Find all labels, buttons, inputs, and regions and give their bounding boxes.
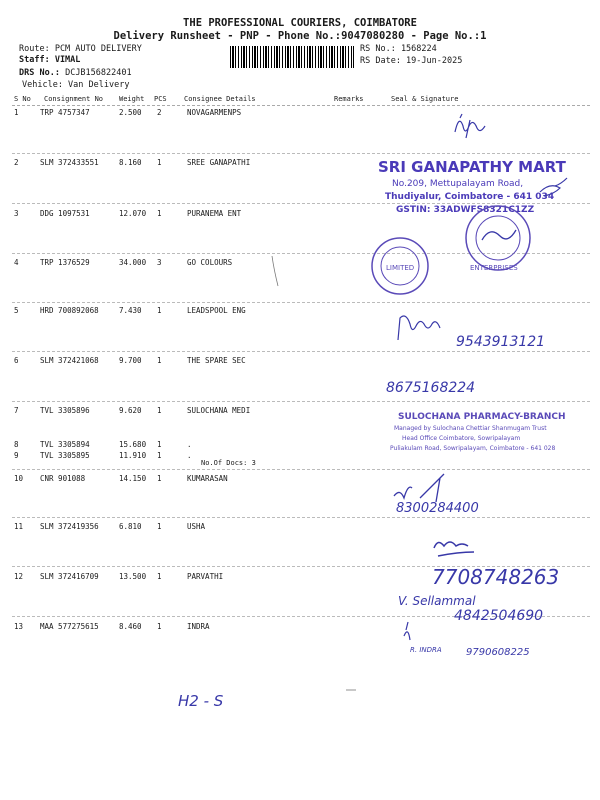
cell-consignee: SREE GANAPATHI [187, 158, 251, 167]
cell-consignee: PURANEMA ENT [187, 209, 242, 218]
cell-consignment: MAA 577275615 [40, 622, 99, 631]
cell-pcs: 1 [157, 209, 162, 218]
drs-value: DCJB156822401 [65, 68, 132, 78]
mart-stamp-addr1: No.209, Mettupalayam Road, [392, 179, 524, 189]
cell-pcs: 1 [157, 522, 162, 531]
company-title: THE PROFESSIONAL COURIERS, COIMBATORE [183, 17, 417, 29]
cell-consignment: SLM 372433551 [40, 158, 99, 167]
cell-sno: 11 [14, 522, 24, 531]
cell-consignee: USHA [187, 522, 206, 531]
cell-sno: 3 [14, 209, 19, 218]
cell-consignee: NOVAGARMENPS [187, 108, 242, 117]
staff-label: Staff: VIMAL [19, 55, 81, 65]
cell-consignee: . [187, 440, 192, 449]
cell-weight: 34.000 [119, 258, 147, 267]
col-consignment: Consignment No [44, 95, 104, 103]
cell-consignment: DDG 1097531 [40, 209, 90, 218]
cell-consignment: SLM 372419356 [40, 522, 99, 531]
pharmacy-stamp-name: SULOCHANA PHARMACY-BRANCH [398, 412, 566, 422]
cell-sno: 7 [14, 406, 19, 415]
pharmacy-stamp-line4: Puliakulam Road, Sowripalayam, Coimbatore - 641 028 [390, 445, 556, 452]
cell-consignment: TVL 3305895 [40, 451, 90, 460]
col-pcs: PCS [154, 95, 167, 103]
cell-pcs: 1 [157, 306, 162, 315]
cell-pcs: 1 [157, 622, 162, 631]
cell-weight: 2.500 [119, 108, 142, 117]
pharmacy-stamp-line3: Head Office Coimbatore, Sowripalayam [402, 435, 521, 442]
cell-sno: 8 [14, 440, 19, 449]
cell-consignee: THE SPARE SEC [187, 356, 246, 365]
cell-weight: 8.460 [119, 622, 142, 631]
cell-consignee: KUMARASAN [187, 474, 228, 483]
handwritten-phone-row12: 7708748263 [432, 565, 560, 589]
cell-consignee: PARVATHI [187, 572, 224, 581]
cell-consignee: GO COLOURS [187, 258, 233, 267]
cell-weight: 7.430 [119, 306, 142, 315]
cell-consignment: HRD 700892068 [40, 306, 99, 315]
vehicle-label: Vehicle: Van Delivery [22, 80, 130, 90]
cell-consignee: SULOCHANA MEDI [187, 406, 251, 415]
rs-number: RS No.: 1568224 [360, 44, 437, 54]
cell-pcs: 1 [157, 158, 162, 167]
svg-text:ENTERPRISES: ENTERPRISES [470, 264, 518, 272]
cell-consignment: SLM 372416709 [40, 572, 99, 581]
handwritten-phone2-row12: 4842504690 [454, 608, 544, 624]
mart-stamp-addr2: Thudiyalur, Coimbatore - 641 034 [385, 192, 555, 202]
handwritten-name-row12: V. Sellammal [398, 594, 476, 608]
cell-weight: 9.700 [119, 356, 142, 365]
cell-pcs: 1 [157, 406, 162, 415]
cell-pcs: 3 [157, 258, 162, 267]
cell-pcs: 1 [157, 474, 162, 483]
pharmacy-stamp-line2: Managed by Sulochana Chettiar Shanmugam Trust [394, 425, 547, 432]
handwritten-name-row13: R. INDRA [410, 646, 442, 654]
cell-pcs: 1 [157, 451, 162, 460]
signature-row5 [398, 316, 440, 340]
svg-text:LIMITED: LIMITED [386, 264, 415, 272]
signature-row10 [394, 474, 444, 502]
col-remarks: Remarks [334, 95, 364, 103]
cell-consignment: SLM 372421068 [40, 356, 99, 365]
signature-row13 [404, 622, 410, 640]
runsheet-subtitle: Delivery Runsheet - PNP - Phone No.:9047080280 - Page No.:1 [113, 30, 487, 42]
rs-date: RS Date: 19-Jun-2025 [360, 56, 463, 66]
mart-stamp-name: SRI GANAPATHY MART [378, 158, 566, 176]
cell-weight: 9.620 [119, 406, 142, 415]
cell-consignment: TVL 3305896 [40, 406, 90, 415]
handwritten-phone-row6: 8675168224 [386, 380, 476, 396]
cell-weight: 14.150 [119, 474, 147, 483]
cell-sno: 5 [14, 306, 19, 315]
cell-sno: 2 [14, 158, 19, 167]
cell-pcs: 2 [157, 108, 162, 117]
cell-weight: 11.910 [119, 451, 147, 460]
cell-consignment: TRP 1376529 [40, 258, 90, 267]
route-label: Route: PCM AUTO DELIVERY [19, 44, 142, 54]
cell-consignee: INDRA [187, 622, 210, 631]
drs-label: DRS No.: [19, 68, 60, 78]
cell-consignment: TRP 4757347 [40, 108, 90, 117]
signature-row11 [434, 542, 474, 556]
cell-sno: 9 [14, 451, 19, 460]
cell-pcs: 1 [157, 440, 162, 449]
cell-pcs: 1 [157, 572, 162, 581]
cell-weight: 6.810 [119, 522, 142, 531]
cell-weight: 13.500 [119, 572, 147, 581]
cell-consignment: TVL 3305894 [40, 440, 90, 449]
cell-sno: 12 [14, 572, 24, 581]
col-sno: S No [14, 95, 31, 103]
handwritten-phone-row13: 9790608225 [466, 647, 530, 658]
cell-sno: 4 [14, 258, 19, 267]
cell-weight: 15.680 [119, 440, 147, 449]
col-weight: Weight [119, 95, 145, 103]
cell-sno: 6 [14, 356, 19, 365]
col-consignee: Consignee Details [184, 95, 256, 103]
cell-consignee: . [187, 451, 192, 460]
cell-sno: 13 [14, 622, 24, 631]
handwritten-footer-note: H2 - S [178, 692, 224, 710]
cell-sno: 1 [14, 108, 19, 117]
cell-pcs: 1 [157, 356, 162, 365]
cell-weight: 8.160 [119, 158, 142, 167]
cell-consignment: CNR 901088 [40, 474, 86, 483]
no-of-docs: No.Of Docs: 3 [201, 459, 256, 467]
mart-stamp-gstin: GSTIN: 33ADWFS8321C1ZZ [396, 205, 535, 215]
cell-sno: 10 [14, 474, 24, 483]
handwritten-phone-row10: 8300284400 [396, 501, 479, 516]
cell-weight: 12.070 [119, 209, 147, 218]
col-seal-signature: Seal & Signature [391, 95, 459, 103]
signature-row1 [455, 114, 485, 138]
cell-consignee: LEADSPOOL ENG [187, 306, 246, 315]
handwritten-phone-row5: 9543913121 [456, 334, 546, 350]
